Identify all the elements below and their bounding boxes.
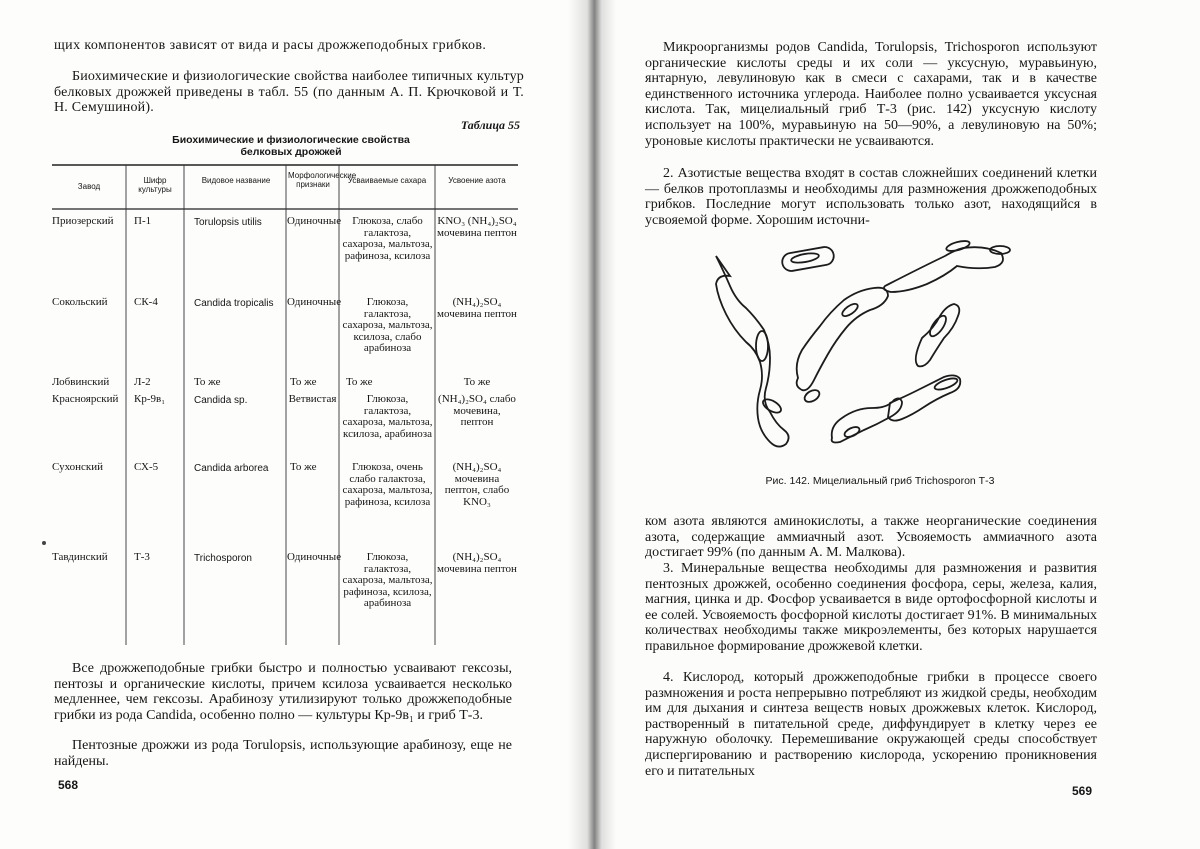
page-number-right: 569 [1072,784,1093,798]
table-cell-name: То же [194,376,221,388]
table-header-shifr: Шифр культуры [138,176,172,194]
left-paragraph-4: Пентозные дрожжи из рода Torulopsis, использующие арабинозу, еще не найдены. [54,738,512,769]
table-cell-morph: То же [290,461,317,473]
table-cell-shifr: Т-3 [134,551,150,563]
table-cell-zavod: Тавдинский [52,551,108,563]
table-cell-shifr: П-1 [134,215,152,227]
table-cell-sugars: Глюкоза, слабо галактоза, сахароза, мальтоза, рафиноза, ксилоза [342,215,433,262]
table-header-nitrogen: Усвоение азота [448,176,506,185]
table-title-line-1: Биохимические и физиологические свойства [172,134,410,146]
right-paragraph-5: 4. Кислород, который дрожжеподобные грибки в процессе своего размножения и роста непрерывно потребляют из жидкой среды, необходим им для дыхания и синтеза веществ новых дрожжевых клеток. Кислород, растворенный в питательной среде, диффундирует в клетку через ее наружную оболочку. Перемешивание окружающей среды способствует диспергированию и растворению кислорода, ускорению проникновения его и питательных [645,670,1097,779]
table-cell-nitrogen: KNO₃ (NH₄)₂SO₄ мочевина пептон [437,215,517,239]
table-cell-nitrogen: (NH₄)₂SO₄ слабо мочевина, пептон [438,393,516,429]
table-cell-name: Candida tropicalis [194,298,274,309]
table-cell-nitrogen: То же [463,376,491,388]
table-cell-shifr: СХ-5 [134,461,159,473]
table-cell-name: Torulopsis utilis [194,217,262,228]
table-cell-name: Candida sp. [194,395,248,406]
table-cell-zavod: Сухонский [52,461,104,473]
table-cell-nitrogen: (NH₄)₂SO₄ мочевина пептон [437,551,517,575]
table-cell-sugars: Глюкоза, очень слабо галактоза, сахароза, мальтоза, рафиноза, ксилоза [342,461,433,508]
table-header-morph: Морфологические признаки [288,171,357,189]
table-number: Таблица 55 [460,118,520,132]
table-cell-morph: Ветвистая [288,393,337,405]
right-paragraph-1: Микроорганизмы родов Candida, Torulopsis, Trichosporon используют органические кислоты среды и их соли — уксусную, муравьиную, янтарную, левулиновую как в смеси с сахарами, так и в качестве единственного источника углерода. Наиболее полно усваивается уксусная кислота. Так, мицелиальный гриб Т-3 (рис. 142) уксусную кислоту использует на 100%, муравьиную на 50—90%, а левулиновую на 50%; уроновые кислоты практически не усваиваются. [645,40,1097,149]
page-number-left: 568 [58,778,79,792]
table-cell-zavod: Лобвинский [52,376,110,388]
table-cell-sugars: Глюкоза, галактоза, сахароза, мальтоза, ксилоза, арабиноза [342,393,433,440]
right-paragraph-3: ком азота являются аминокислоты, а также неорганические соединения азота, содержащие аммиачный азот. Усвояемость аммиачного азота достигает 99% (по данным А. М. Малкова). [645,514,1097,561]
table-cell-zavod: Приозерский [52,215,114,227]
table-header-zavod: Завод [77,182,101,191]
table-cell-morph: Одиночные [287,215,342,227]
table-cell-zavod: Сокольский [52,296,108,308]
scan-speck [42,541,46,545]
table-cell-sugars: Глюкоза, галактоза, сахароза, мальтоза, ксилоза, слабо арабиноза [342,296,433,355]
table-cell-sugars: Глюкоза, галактоза, сахароза, мальтоза, рафиноза, ксилоза, арабиноза [342,551,433,610]
table-cell-name: Trichosporon [194,553,252,564]
table-cell-morph: То же [290,376,317,388]
right-paragraph-4: 3. Минеральные вещества необходимы для размножения и развития пентозных дрожжей, особенно соединения фосфора, серы, железа, калия, магния, цинка и др. Фосфор усваивается в виде ортофосфорной кислоты и ее солей. Усвояемость фосфорной кислоты достигает 91%. В минимальных количествах необходимы также микроэлементы, без которых нарушается правильное формирование дрожжевой клетки. [645,561,1097,654]
table-cell-shifr: СК-4 [134,296,158,308]
left-paragraph-2: Биохимические и физиологические свойства наиболее типичных культур белковых дрожжей приведены в табл. 55 (по данным А. П. Крючковой и Т. Н. Семушиной). [54,69,524,116]
table-cell-shifr: Л-2 [134,376,151,388]
table-header-name: Видовое название [201,176,271,185]
table-cell-zavod: Красноярский [52,393,119,405]
table-cell-morph: Одиночные [287,296,342,308]
table-cell-shifr: Кр-9в₁ [134,393,166,405]
table-cell-name: Candida arborea [194,463,269,474]
right-paragraph-2: 2. Азотистые вещества входят в состав сложнейших соединений клетки — белков протоплазмы и необходимы для размножения дрожжеподобных грибков. Последние могут использовать только азот, находящийся в усвояемой форме. Хорошим источни- [645,166,1097,228]
table-cell-morph: Одиночные [287,551,342,563]
book-spine-shadow [568,0,616,849]
table-header-sugars: Усваиваемые сахара [347,176,427,185]
table-title-line-2: белковых дрожжей [240,146,342,158]
left-paragraph-3: Все дрожжеподобные грибки быстро и полностью усваивают гексозы, пентозы и органические кислоты, причем ксилоза усваивается несколько медленнее, чем гексозы. Арабинозу утилизируют только дрожжеподобные грибки из рода Candida, особенно полно — культуры Кр-9в₁ и гриб Т-3. [54,661,512,723]
table-cell-sugars: То же [346,376,373,388]
figure-caption: Рис. 142. Мицелиальный гриб Trichosporon Т-3 [765,475,995,487]
table-cell-nitrogen: (NH₄)₂SO₄ мочевина пептон [437,296,517,320]
left-paragraph-1: щих компонентов зависят от вида и расы дрожжеподобных грибков. [54,38,487,53]
table-cell-nitrogen: (NH₄)₂SO₄ мочевина пептон, слабо KNO₃ [444,461,510,508]
left-page [0,0,590,849]
trichosporon-micrograph-figure [700,228,1060,466]
